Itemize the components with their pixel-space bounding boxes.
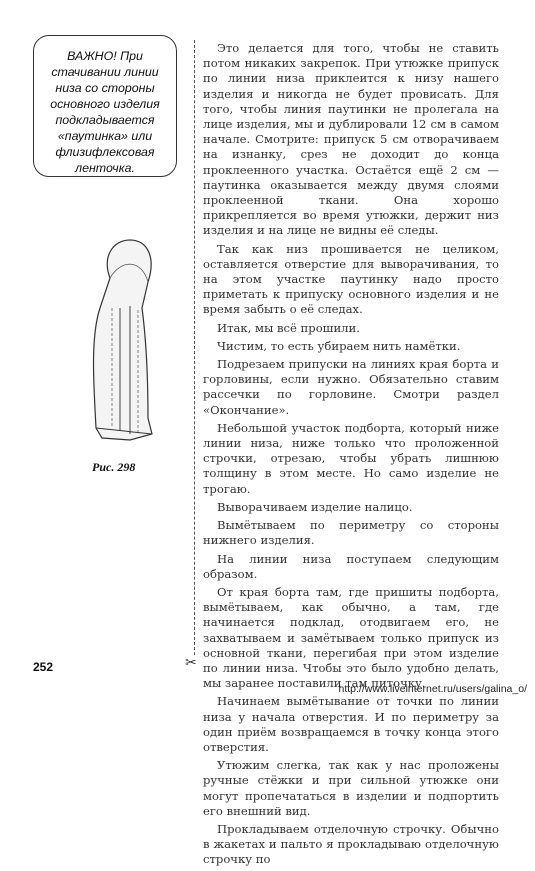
paragraph: Небольшой участок подборта, который ниже линии низа, ниже только что проложенной строчки, отрезаю, чтобы убрать лишнюю толщину в этом месте. Но само изделие не трогаю.: [203, 420, 499, 496]
cut-line-divider: [194, 40, 195, 655]
paragraph: Чистим, то есть убираем нить намётки.: [217, 338, 461, 353]
paragraph: Так как низ прошивается не целиком, оставляется отверстие для выворачивания, то на этом участке паутинку надо просто приметать к припуску основного изделия и не время забыть о её следах.: [203, 241, 499, 317]
paragraph: На линии низа поступаем следующим образом.: [203, 551, 499, 581]
paragraph: Итак, мы всё прошили.: [217, 320, 360, 335]
scissors-icon: ✂: [185, 655, 197, 671]
figure-caption: Рис. 298: [92, 460, 136, 474]
paragraph: От края борта там, где пришиты подборта, вымётываем, как обычно, а там, где начинается подклад, отодвигаем его, не захватываем и замётываем только припуск из основной ткани, перегибая при этом изделие по линии низа. Чтобы это было удобно делать, мы заранее поставили там питочку.: [203, 584, 499, 691]
paragraph: Выворачиваем изделие налицо.: [217, 499, 413, 514]
main-text-column: [203, 41, 499, 871]
garment-sleeve-figure: [82, 238, 162, 448]
important-note-text: ВАЖНО! При стачивании линии низа со стороны основного изделия подкладывается «паутинка» или флизифлексовая ленточка.: [50, 49, 160, 175]
page-number: 252: [33, 660, 54, 674]
source-url-watermark[interactable]: http://www.liveinternet.ru/users/galina_o/: [338, 683, 527, 695]
paragraph: Начинаем вымётывание от точки по линии низа у начала отверстия. И по периметру за один приём возвращаемся в точку конца этого отверстия.: [203, 694, 499, 754]
important-note-box: [33, 35, 177, 177]
paragraph: Утюжим слегка, так как у нас проложены ручные стёжки и при сильной утюжке они могут пропечататься в изделии и подпортить его внешний вид.: [203, 758, 499, 818]
paragraph: Прокладываем отделочную строчку. Обычно в жакетах и пальто я прокладываю отделочную строчку по: [203, 821, 499, 867]
paragraph: Подрезаем припуски на линиях края борта и горловины, если нужно. Обязательно ставим рассечки по горловине. Смотри раздел «Окончание».: [203, 357, 499, 417]
paragraph: Вымётываем по периметру со стороны нижнего изделия.: [203, 518, 499, 548]
paragraph: Это делается для того, чтобы не ставить потом никаких закрепок. При утюжке припуск по линии низа приклеится к низу нашего изделия и никогда не будет провисать. Для того, чтобы линия паутинки не пролегала на лице изделия, мы и дублировали 12 см в самом начале. Смотрите: припуск 5 см отворачиваем на изнанку, срез не доходит до конца проклеенного участка. Остаётся ещё 2 см — паутинка оказывается между двумя слоями проклеенной ткани. Она хорошо прикрепляется во время утюжки, держит низ изделия и на лице не видны её следы.: [203, 41, 499, 238]
